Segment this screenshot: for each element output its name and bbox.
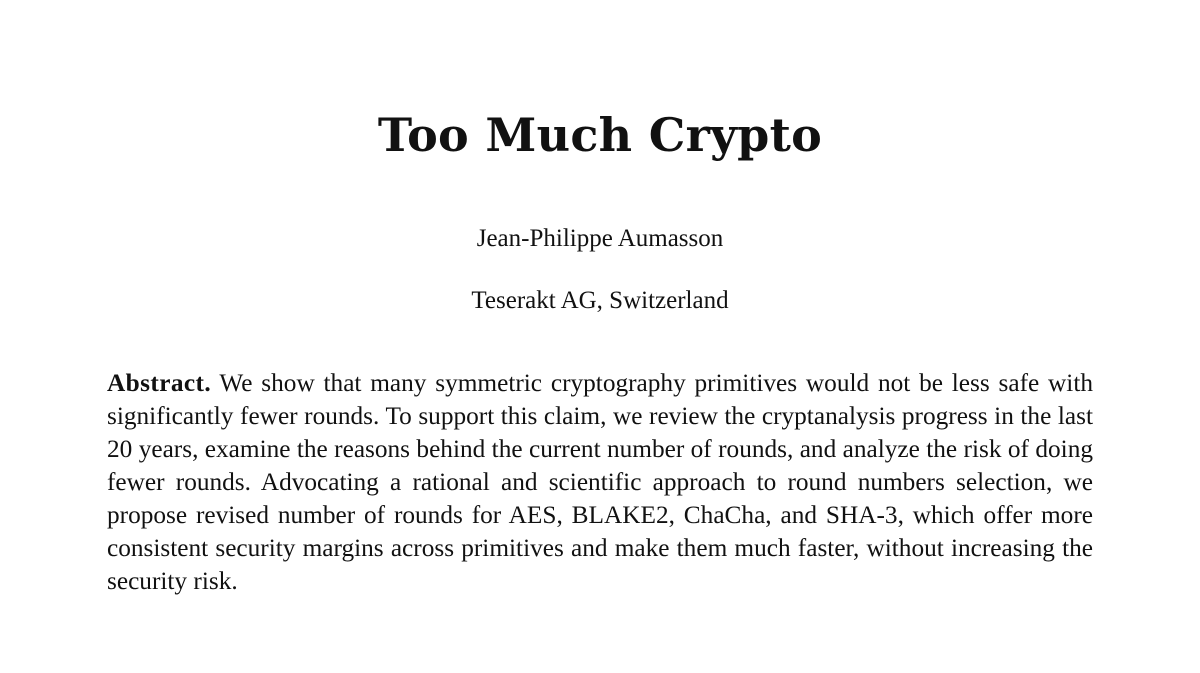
abstract-paragraph <box>107 367 1093 598</box>
abstract-label: Abstract. <box>107 369 212 397</box>
abstract-text: We show that many symmetric cryptography primitives would not be less safe with significantly fewer rounds. To support this claim, we review the cryptanalysis progress in the last 20 years, examine the reasons behind the current number of rounds, and analyze the risk of doing fewer rounds. Advocating a rational and scientific approach to round numbers selection, we propose revised number of rounds for AES, BLAKE2, ChaCha, and SHA-3, which offer more consistent security margins across primitives and make them much faster, without increasing the security risk. <box>107 369 1094 595</box>
author-name: Jean-Philippe Aumasson <box>476 225 724 252</box>
author-affiliation: Teserakt AG, Switzerland <box>471 287 729 314</box>
paper-title: Too Much Crypto <box>377 108 823 162</box>
